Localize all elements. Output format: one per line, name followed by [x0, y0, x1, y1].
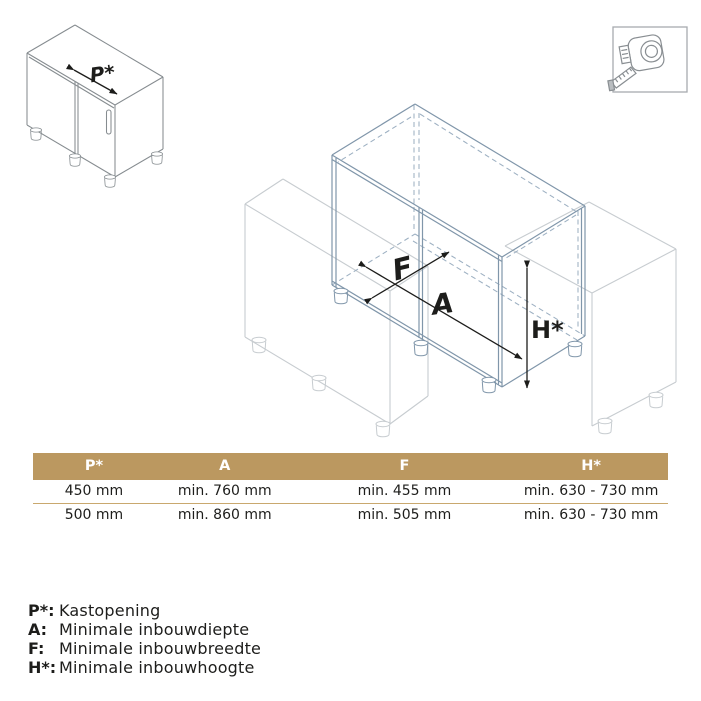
tape-end-hook: [608, 80, 615, 91]
table-cell: 500 mm: [64, 507, 124, 523]
tape-measure-icon: [601, 27, 687, 92]
legend-label: Minimale inbouwhoogte: [59, 658, 255, 677]
table-row: [33, 504, 668, 527]
legend-item: [28, 639, 261, 658]
legend-label: Minimale inbouwdiepte: [59, 620, 250, 639]
dimension-label-f: F: [388, 249, 417, 288]
cabinet-thumbnail-drawing: [27, 25, 163, 187]
dimension-label-h: H*: [531, 316, 564, 344]
legend-item: [28, 601, 261, 620]
legend-key: A:: [28, 620, 48, 639]
table-cell: 450 mm: [64, 483, 124, 499]
table-row: [33, 480, 668, 504]
dimension-label-p: P*: [88, 60, 117, 88]
legend-key: H*:: [28, 658, 57, 677]
table-header-cell: P*: [84, 458, 104, 474]
legend-key: P*:: [28, 601, 55, 620]
table-cell: min. 860 mm: [177, 507, 272, 523]
dimensions-table: [33, 453, 668, 527]
legend: [28, 601, 261, 677]
table-cell: min. 630 - 730 mm: [523, 507, 659, 523]
table-header-cell: A: [219, 458, 231, 474]
table-cell: min. 505 mm: [357, 507, 452, 523]
legend-key: F:: [28, 639, 45, 658]
dimension-label-a: A: [429, 285, 456, 322]
legend-label: Minimale inbouwbreedte: [59, 639, 262, 658]
legend-item: [28, 658, 261, 677]
table-cell: min. 455 mm: [357, 483, 452, 499]
table-header-cell: F: [399, 458, 410, 474]
legend-label: Kastopening: [59, 601, 161, 620]
table-header-cell: H*: [581, 458, 601, 474]
door-handle: [107, 110, 112, 134]
table-header-row: [33, 453, 668, 480]
table-cell: min. 760 mm: [177, 483, 272, 499]
legend-item: [28, 620, 261, 639]
cabinet-installation-drawing: [245, 104, 676, 437]
table-cell: min. 630 - 730 mm: [523, 483, 659, 499]
corner-cabinet-frame: [332, 104, 585, 393]
